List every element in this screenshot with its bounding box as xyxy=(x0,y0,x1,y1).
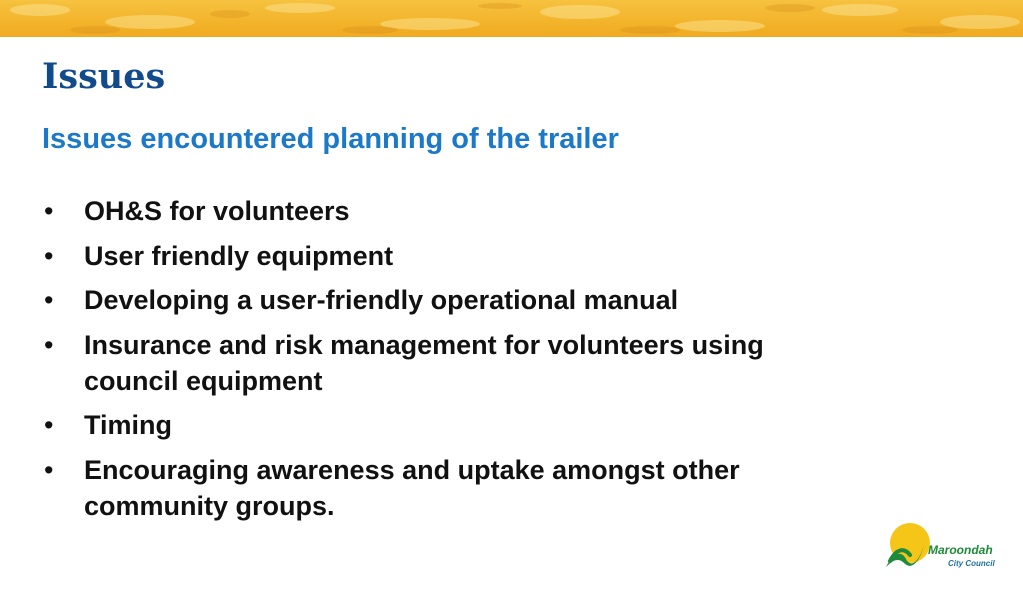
logo-mark-icon xyxy=(884,521,934,573)
bullet-item xyxy=(42,282,922,318)
page-subtitle: Issues encountered planning of the trailer xyxy=(42,123,619,155)
bullet-text: Insurance and risk management for volunteers using xyxy=(84,329,764,360)
bullet-icon: • xyxy=(44,410,54,440)
logo-subtitle: City Council xyxy=(948,559,995,568)
council-logo xyxy=(884,521,994,577)
banner-texture xyxy=(0,0,1023,37)
logo-name: Maroondah xyxy=(928,543,993,557)
bullet-item xyxy=(42,193,922,229)
bullet-text: Developing a user-friendly operational manual xyxy=(84,285,679,315)
bullet-text: User friendly equipment xyxy=(84,240,394,271)
bullet-item xyxy=(42,327,922,399)
bullet-icon: • xyxy=(44,196,54,226)
bullet-text-continued: council equipment xyxy=(84,365,323,396)
bullet-icon: • xyxy=(44,454,54,485)
bullet-text: Encouraging awareness and uptake amongst other xyxy=(84,454,740,485)
bullet-icon: • xyxy=(44,240,54,271)
bullet-text-continued: community groups. xyxy=(84,490,335,521)
page-title: Issues xyxy=(42,56,166,97)
bullet-item xyxy=(42,452,922,524)
bullet-text: Timing xyxy=(84,410,173,440)
bullet-item xyxy=(42,407,922,443)
bullet-item xyxy=(42,238,922,274)
bullet-icon: • xyxy=(44,285,54,315)
bullet-list xyxy=(42,193,922,532)
top-banner xyxy=(0,0,1023,37)
bullet-icon: • xyxy=(44,329,54,360)
bullet-text: OH&S for volunteers xyxy=(84,196,350,226)
